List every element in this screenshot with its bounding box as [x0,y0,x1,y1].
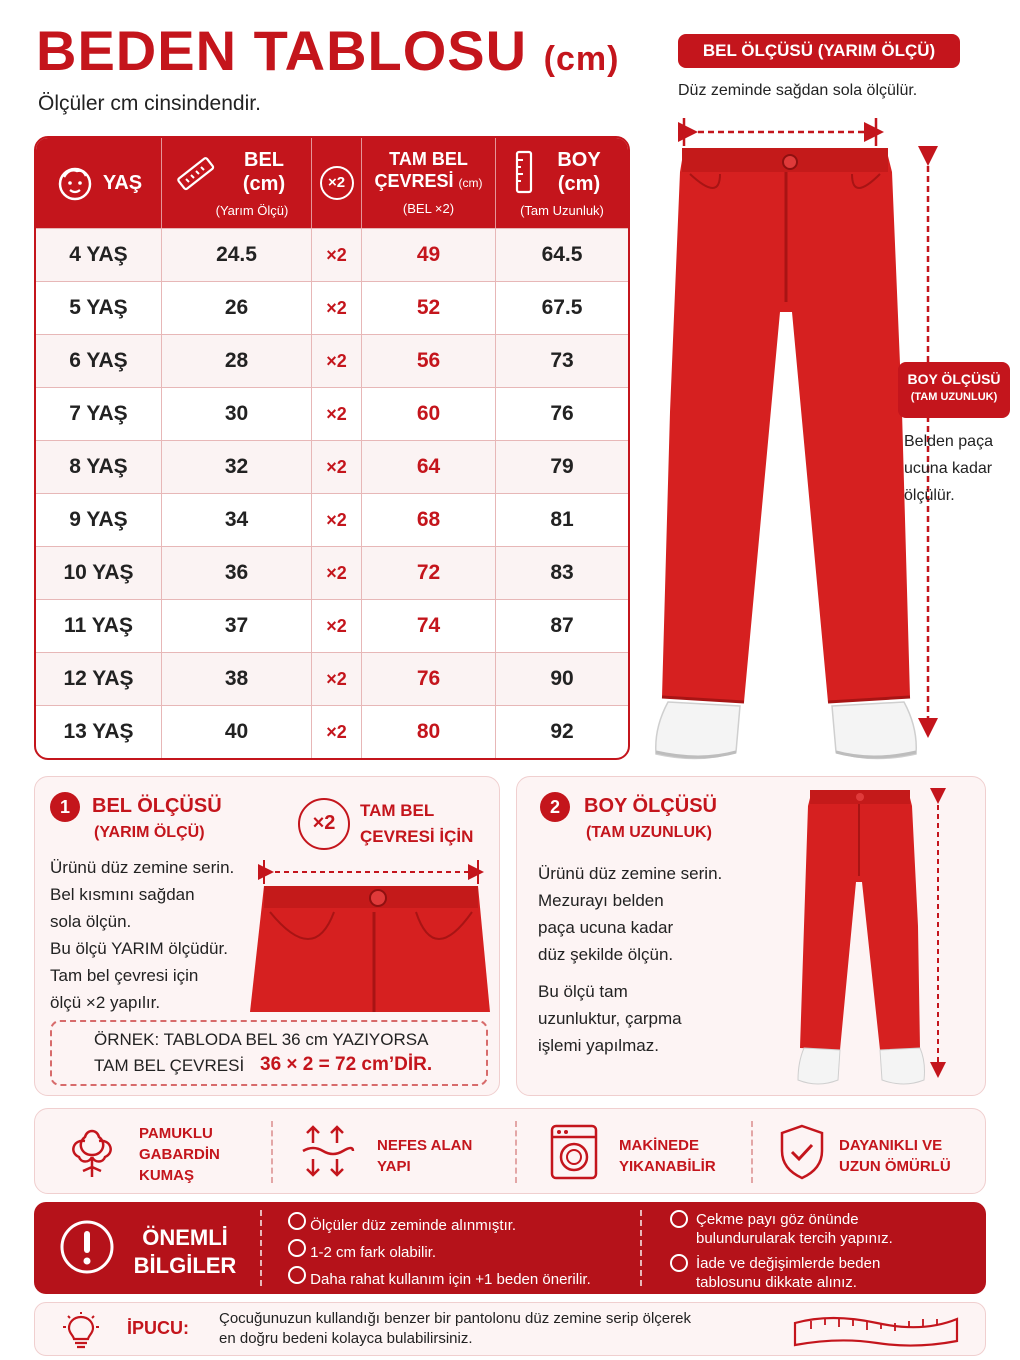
card1-subtitle: (YARIM ÖLÇÜ) [94,824,205,841]
header-length [496,138,628,228]
total-waist-cell: 72 [362,547,496,599]
header-waist-label: BEL [244,149,284,171]
total-waist-cell: 68 [362,494,496,546]
step-number-2: 2 [540,792,570,822]
divider [640,1210,642,1286]
length-cell: 92 [550,720,574,743]
tip-line1: Çocuğunuzun kullandığı benzer bir pantolonu düz zemine serip ölçerek [219,1310,691,1327]
table-row [36,281,628,334]
divider [751,1121,753,1183]
page-title-text: BEDEN TABLOSU [36,19,528,82]
feature-washable-label [619,1135,716,1177]
header-length-unit: (cm) [557,173,601,195]
header-total-line1: TAM BEL [389,149,468,169]
feature-line: PAMUKLU [139,1125,213,1142]
table-row [36,705,628,758]
age-cell: 6 YAŞ [36,335,162,387]
age-cell: 10 YAŞ [36,547,162,599]
page-title-unit: (cm) [543,40,620,78]
age-cell: 7 YAŞ [36,388,162,440]
table-row [36,599,628,652]
tip-bar [34,1302,986,1356]
check-icon [288,1266,306,1284]
important-item [670,1210,893,1248]
important-item-text: tablosunu dikkate alınız. [696,1274,857,1291]
length-cell: 79 [550,455,574,478]
age-cell: 4 YAŞ [36,229,162,281]
age-cell: 12 YAŞ [36,653,162,705]
length-desc-3: ölçülür. [904,487,955,504]
feature-durable-label [839,1135,951,1177]
card1-instructions [50,854,234,1016]
feature-breathable-label [377,1135,472,1177]
card2-line: Ürünü düz zemine serin. [538,864,723,883]
length-cell: 81 [550,508,574,531]
table-row [36,228,628,281]
waist-cell: 38 [162,653,312,705]
length-cell: 90 [550,667,574,690]
header-length-label: BOY [557,149,601,171]
waist-closeup-image [244,856,498,1016]
divider [260,1210,262,1286]
table-body [36,228,628,758]
feature-breathable [299,1123,355,1184]
waist-cell: 32 [162,441,312,493]
page-subtitle: Ölçüler cm cinsindendir. [38,92,261,115]
header-waist [162,138,312,228]
important-left-list [288,1212,591,1293]
important-item [670,1254,893,1292]
header-age-label: YAŞ [102,172,143,194]
card1-line: Bu ölçü YARIM ölçüdür. [50,939,228,958]
length-cell: 64.5 [541,243,583,266]
card1-line: Ürünü düz zemine serin. [50,858,235,877]
waist-cell: 37 [162,600,312,652]
length-label-1: BOY ÖLÇÜSÜ [907,371,1001,387]
header-total-line2: ÇEVRESİ [374,171,454,191]
x2-badge-line2: ÇEVRESİ İÇİN [360,827,474,846]
length-cell: 83 [550,561,574,584]
page-title [36,18,619,83]
age-cell: 5 YAŞ [36,282,162,334]
total-waist-cell: 60 [362,388,496,440]
small-pants-image [790,786,950,1090]
waist-measure-desc: Düz zeminde sağdan sola ölçülür. [678,82,918,99]
feature-cotton [63,1127,121,1184]
total-waist-cell: 74 [362,600,496,652]
length-cell: 76 [550,402,574,425]
lightbulb-icon [61,1311,101,1349]
header-length-sub: (Tam Uzunluk) [520,203,604,218]
important-item-text: İade ve değişimlerde beden [696,1255,881,1272]
card1-line: ölçü ×2 yapılır. [50,993,161,1012]
table-row [36,652,628,705]
length-cell: 67.5 [541,296,583,319]
table-row [36,546,628,599]
multiplier-cell: ×2 [312,600,362,652]
important-title-1: ÖNEMLİ [142,1225,228,1250]
waist-measure-label: BEL ÖLÇÜSÜ (YARIM ÖLÇÜ) [678,34,960,68]
total-waist-cell: 49 [362,229,496,281]
feature-durable [779,1123,825,1186]
length-desc-2: ucuna kadar [904,460,993,477]
multiplier-cell: ×2 [312,441,362,493]
table-row [36,493,628,546]
length-measure-label [898,362,1010,418]
cotton-icon [63,1127,121,1179]
table-header [36,138,628,228]
important-item-text: Daha rahat kullanım için +1 beden önerilir. [310,1271,591,1288]
card2-line: paça ucuna kadar [538,918,674,937]
table-row [36,334,628,387]
card2-note-line: Bu ölçü tam [538,982,628,1001]
multiplier-cell: ×2 [312,653,362,705]
example-line2: TAM BEL ÇEVRESİ [94,1056,245,1075]
header-waist-unit: (cm) [242,173,286,195]
divider [515,1121,517,1183]
tip-text [219,1309,691,1349]
feature-line: UZUN ÖMÜRLÜ [839,1158,951,1175]
multiplier-cell: ×2 [312,706,362,758]
card2-note-line: uzunluktur, çarpma [538,1009,682,1028]
waist-cell: 40 [162,706,312,758]
total-waist-cell: 64 [362,441,496,493]
important-item [288,1266,591,1293]
feature-washable [549,1123,599,1186]
check-icon [288,1239,306,1257]
age-cell: 8 YAŞ [36,441,162,493]
white-sneakers [656,702,917,759]
length-label-2: (TAM UZUNLUK) [910,391,998,403]
waist-cell: 28 [162,335,312,387]
card2-instructions [538,860,722,968]
step-number-1: 1 [50,792,80,822]
length-cell: 73 [550,349,574,372]
important-item-text: Ölçüler düz zeminde alınmıştır. [310,1217,517,1234]
card1-line: sola ölçün. [50,912,132,931]
total-waist-cell: 80 [362,706,496,758]
multiplier-cell: ×2 [312,335,362,387]
waist-cell: 36 [162,547,312,599]
multiplier-cell: ×2 [312,282,362,334]
divider [271,1121,273,1183]
important-info-bar [34,1202,986,1294]
x2-badge-line1: TAM BEL [360,801,435,820]
multiplier-cell: ×2 [312,494,362,546]
important-item-text: Çekme payı göz önünde [696,1211,859,1228]
header-waist-sub: (Yarım Ölçü) [215,203,289,218]
important-title-2: BİLGİLER [133,1253,237,1278]
multiplier-cell: ×2 [312,547,362,599]
important-right-list [670,1210,893,1292]
ruler-icon [174,152,218,196]
tip-label: İPUCU: [127,1318,189,1338]
child-face-icon [55,163,95,203]
total-waist-cell: 76 [362,653,496,705]
feature-line: YAPI [377,1158,411,1175]
age-cell: 13 YAŞ [36,706,162,758]
waist-cell: 30 [162,388,312,440]
length-desc-1: Belden paça [904,433,993,450]
total-waist-cell: 52 [362,282,496,334]
important-title [126,1224,244,1280]
length-cell: 87 [550,614,574,637]
card2-title: BOY ÖLÇÜSÜ [584,795,717,817]
card1-line: Bel kısmını sağdan [50,885,195,904]
pants-diagram [640,112,940,772]
important-item-text: 1-2 cm fark olabilir. [310,1244,437,1261]
important-item [288,1239,591,1266]
feature-line: MAKİNEDE [619,1137,700,1154]
age-cell: 9 YAŞ [36,494,162,546]
card2-subtitle: (TAM UZUNLUK) [586,824,712,841]
total-waist-cell: 56 [362,335,496,387]
x2-badge: ×2 [298,798,350,850]
table-row [36,440,628,493]
multiplier-cell: ×2 [312,388,362,440]
waist-cell: 34 [162,494,312,546]
check-icon [670,1254,688,1272]
card2-line: Mezurayı belden [538,891,664,910]
multiplier-cell: ×2 [312,229,362,281]
multiplier-badge: ×2 [320,166,354,200]
feature-line: YIKANABİLİR [619,1158,716,1175]
important-item-text: bulundurularak tercih yapınız. [696,1230,893,1247]
check-icon [288,1212,306,1230]
feature-cotton-label [139,1123,220,1186]
size-table [34,136,630,760]
card2-note-line: işlemi yapılmaz. [538,1036,659,1055]
header-total-sub: (BEL ×2) [402,201,455,216]
length-measure-desc [904,428,1014,509]
header-total-unit: (cm) [458,176,483,190]
important-item [288,1212,591,1239]
breathable-icon [299,1123,355,1179]
card1-line: Tam bel çevresi için [50,966,199,985]
card1-title: BEL ÖLÇÜSÜ [92,795,222,817]
header-total-waist [362,138,496,228]
card2-note [538,978,682,1059]
feature-line: KUMAŞ [139,1167,194,1184]
tape-measure-icon [791,1309,961,1353]
features-bar [34,1108,986,1194]
exclamation-icon [58,1218,116,1276]
header-age [36,138,162,228]
feature-line: DAYANIKLI VE [839,1137,943,1154]
shield-check-icon [779,1123,825,1181]
x2-badge-label [360,798,473,850]
card2-line: düz şekilde ölçün. [538,945,674,964]
age-cell: 11 YAŞ [36,600,162,652]
washing-machine-icon [549,1123,599,1181]
table-row [36,387,628,440]
check-icon [670,1210,688,1228]
red-pants-image [662,148,910,702]
vertical-ruler-icon [514,150,534,194]
header-multiplier [312,138,362,228]
waist-cell: 26 [162,282,312,334]
example-line1: ÖRNEK: TABLODA BEL 36 cm YAZIYORSA [94,1030,429,1049]
example-formula: 36 × 2 = 72 cm’DİR. [260,1054,433,1075]
feature-line: NEFES ALAN [377,1137,473,1154]
feature-line: GABARDİN [139,1146,220,1163]
tip-line2: en doğru bedeni kolayca bulabilirsiniz. [219,1330,473,1347]
waist-cell: 24.5 [162,229,312,281]
